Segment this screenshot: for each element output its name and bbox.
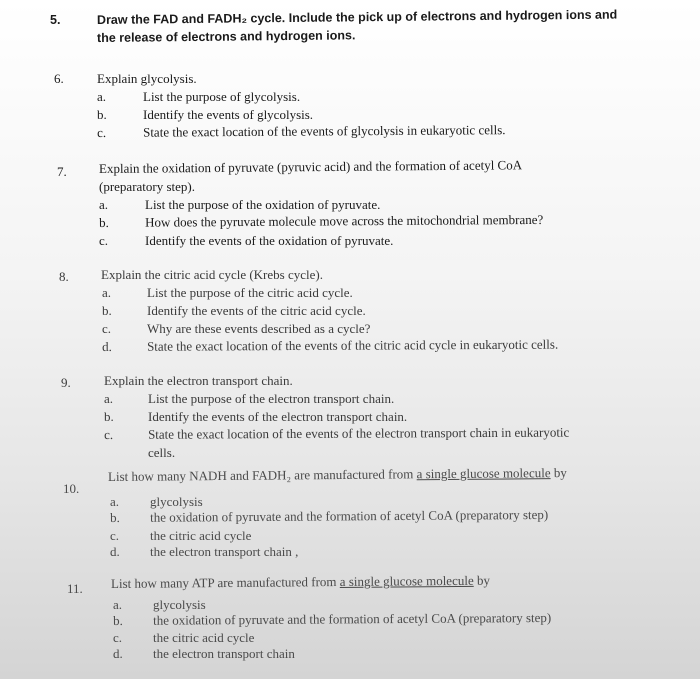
underlined-phrase: a single glucose molecule	[416, 465, 551, 482]
sub-text: the electron transport chain	[153, 646, 295, 661]
sub-text: cells.	[148, 445, 176, 460]
sub-letter: c.	[102, 321, 112, 336]
question-text-suffix: by	[550, 464, 567, 481]
question-text-line: the release of electrons and hydrogen ions.	[96, 28, 356, 45]
sub-letter: b.	[97, 107, 107, 122]
question-number: 11.	[67, 581, 83, 596]
question-number: 9.	[61, 375, 71, 390]
sub-letter: c.	[104, 426, 114, 442]
sub-letter: a.	[102, 285, 112, 300]
sub-text: List the purpose of glycolysis.	[143, 89, 301, 104]
sub-text: List the purpose of the oxidation of pyruvate.	[145, 197, 381, 212]
sub-letter: c.	[113, 630, 123, 645]
sub-text: List the purpose of the electron transport chain.	[148, 391, 395, 406]
sub-text: Identify the events of the oxidation of pyruvate.	[145, 233, 394, 248]
sub-letter: c.	[99, 233, 109, 248]
question-text-line	[108, 464, 567, 485]
sub-letter: d.	[102, 338, 112, 354]
question-text-line	[111, 572, 490, 592]
question-number: 10.	[63, 481, 80, 496]
sub-text: the oxidation of pyruvate and the formation of acetyl CoA (preparatory step)	[150, 506, 549, 525]
sub-letter: a.	[99, 197, 109, 212]
sub-text: glycolysis	[150, 494, 203, 509]
question-text-line: Explain the oxidation of pyruvate (pyruvic acid) and the formation of acetyl CoA	[98, 157, 523, 176]
sub-letter: b.	[113, 612, 123, 628]
question-number: 6.	[54, 71, 64, 86]
question-number: 5.	[50, 13, 61, 27]
sub-letter: a.	[104, 391, 114, 406]
sub-text: glycolysis	[153, 597, 206, 612]
question-text-line: (preparatory step).	[99, 179, 196, 194]
question-number: 7.	[57, 164, 67, 179]
sub-text: the electron transport chain ,	[150, 544, 299, 559]
sub-letter: b.	[102, 303, 112, 318]
question-number: 8.	[59, 269, 69, 284]
sub-letter: b.	[110, 509, 120, 525]
sub-letter: c.	[110, 528, 120, 543]
sub-text: List the purpose of the citric acid cycle.	[147, 285, 353, 300]
sub-text: the citric acid cycle	[150, 528, 252, 543]
question-text-suffix: by	[473, 572, 491, 588]
underlined-phrase: a single glucose molecule	[339, 572, 474, 590]
question-text-line: Draw the FAD and FADH₂ cycle. Include the pick up of electrons and hydrogen ions and	[96, 7, 618, 27]
sub-text: Identify the events of glycolysis.	[143, 107, 314, 122]
sub-text: State the exact location of the events of the electron transport chain in eukaryotic	[148, 424, 570, 442]
sub-text: Identify the events of the citric acid cycle.	[147, 303, 366, 318]
question-text-line: Explain the citric acid cycle (Krebs cycle).	[101, 267, 323, 282]
sub-letter: d.	[113, 646, 123, 661]
sub-letter: b.	[99, 214, 109, 230]
sub-letter: a.	[110, 494, 120, 509]
sub-text: How does the pyruvate molecule move across the mitochondrial membrane?	[145, 211, 544, 230]
sub-text: State the exact location of the events of glycolysis in eukaryotic cells.	[143, 122, 506, 140]
sub-letter: d.	[110, 544, 120, 559]
question-text-line: Explain glycolysis.	[97, 71, 197, 86]
sub-text: Identify the events of the electron transport chain.	[148, 409, 408, 424]
sub-text: Why are these events described as a cycle?	[147, 321, 371, 336]
sub-text: State the exact location of the events of the citric acid cycle in eukaryotic cells.	[147, 336, 559, 354]
question-text-line: Explain the electron transport chain.	[104, 373, 293, 388]
sub-text: the citric acid cycle	[153, 630, 255, 645]
sub-letter: b.	[104, 409, 114, 424]
question-text-prefix: List how many NADH and FADH₂ are manufactured from	[107, 466, 417, 484]
sub-letter: a.	[113, 597, 123, 612]
sub-letter: a.	[97, 89, 107, 104]
question-text-prefix: List how many ATP are manufactured from	[110, 574, 340, 591]
sub-letter: c.	[97, 124, 107, 140]
sub-text: the oxidation of pyruvate and the formation of acetyl CoA (preparatory step)	[153, 609, 552, 628]
